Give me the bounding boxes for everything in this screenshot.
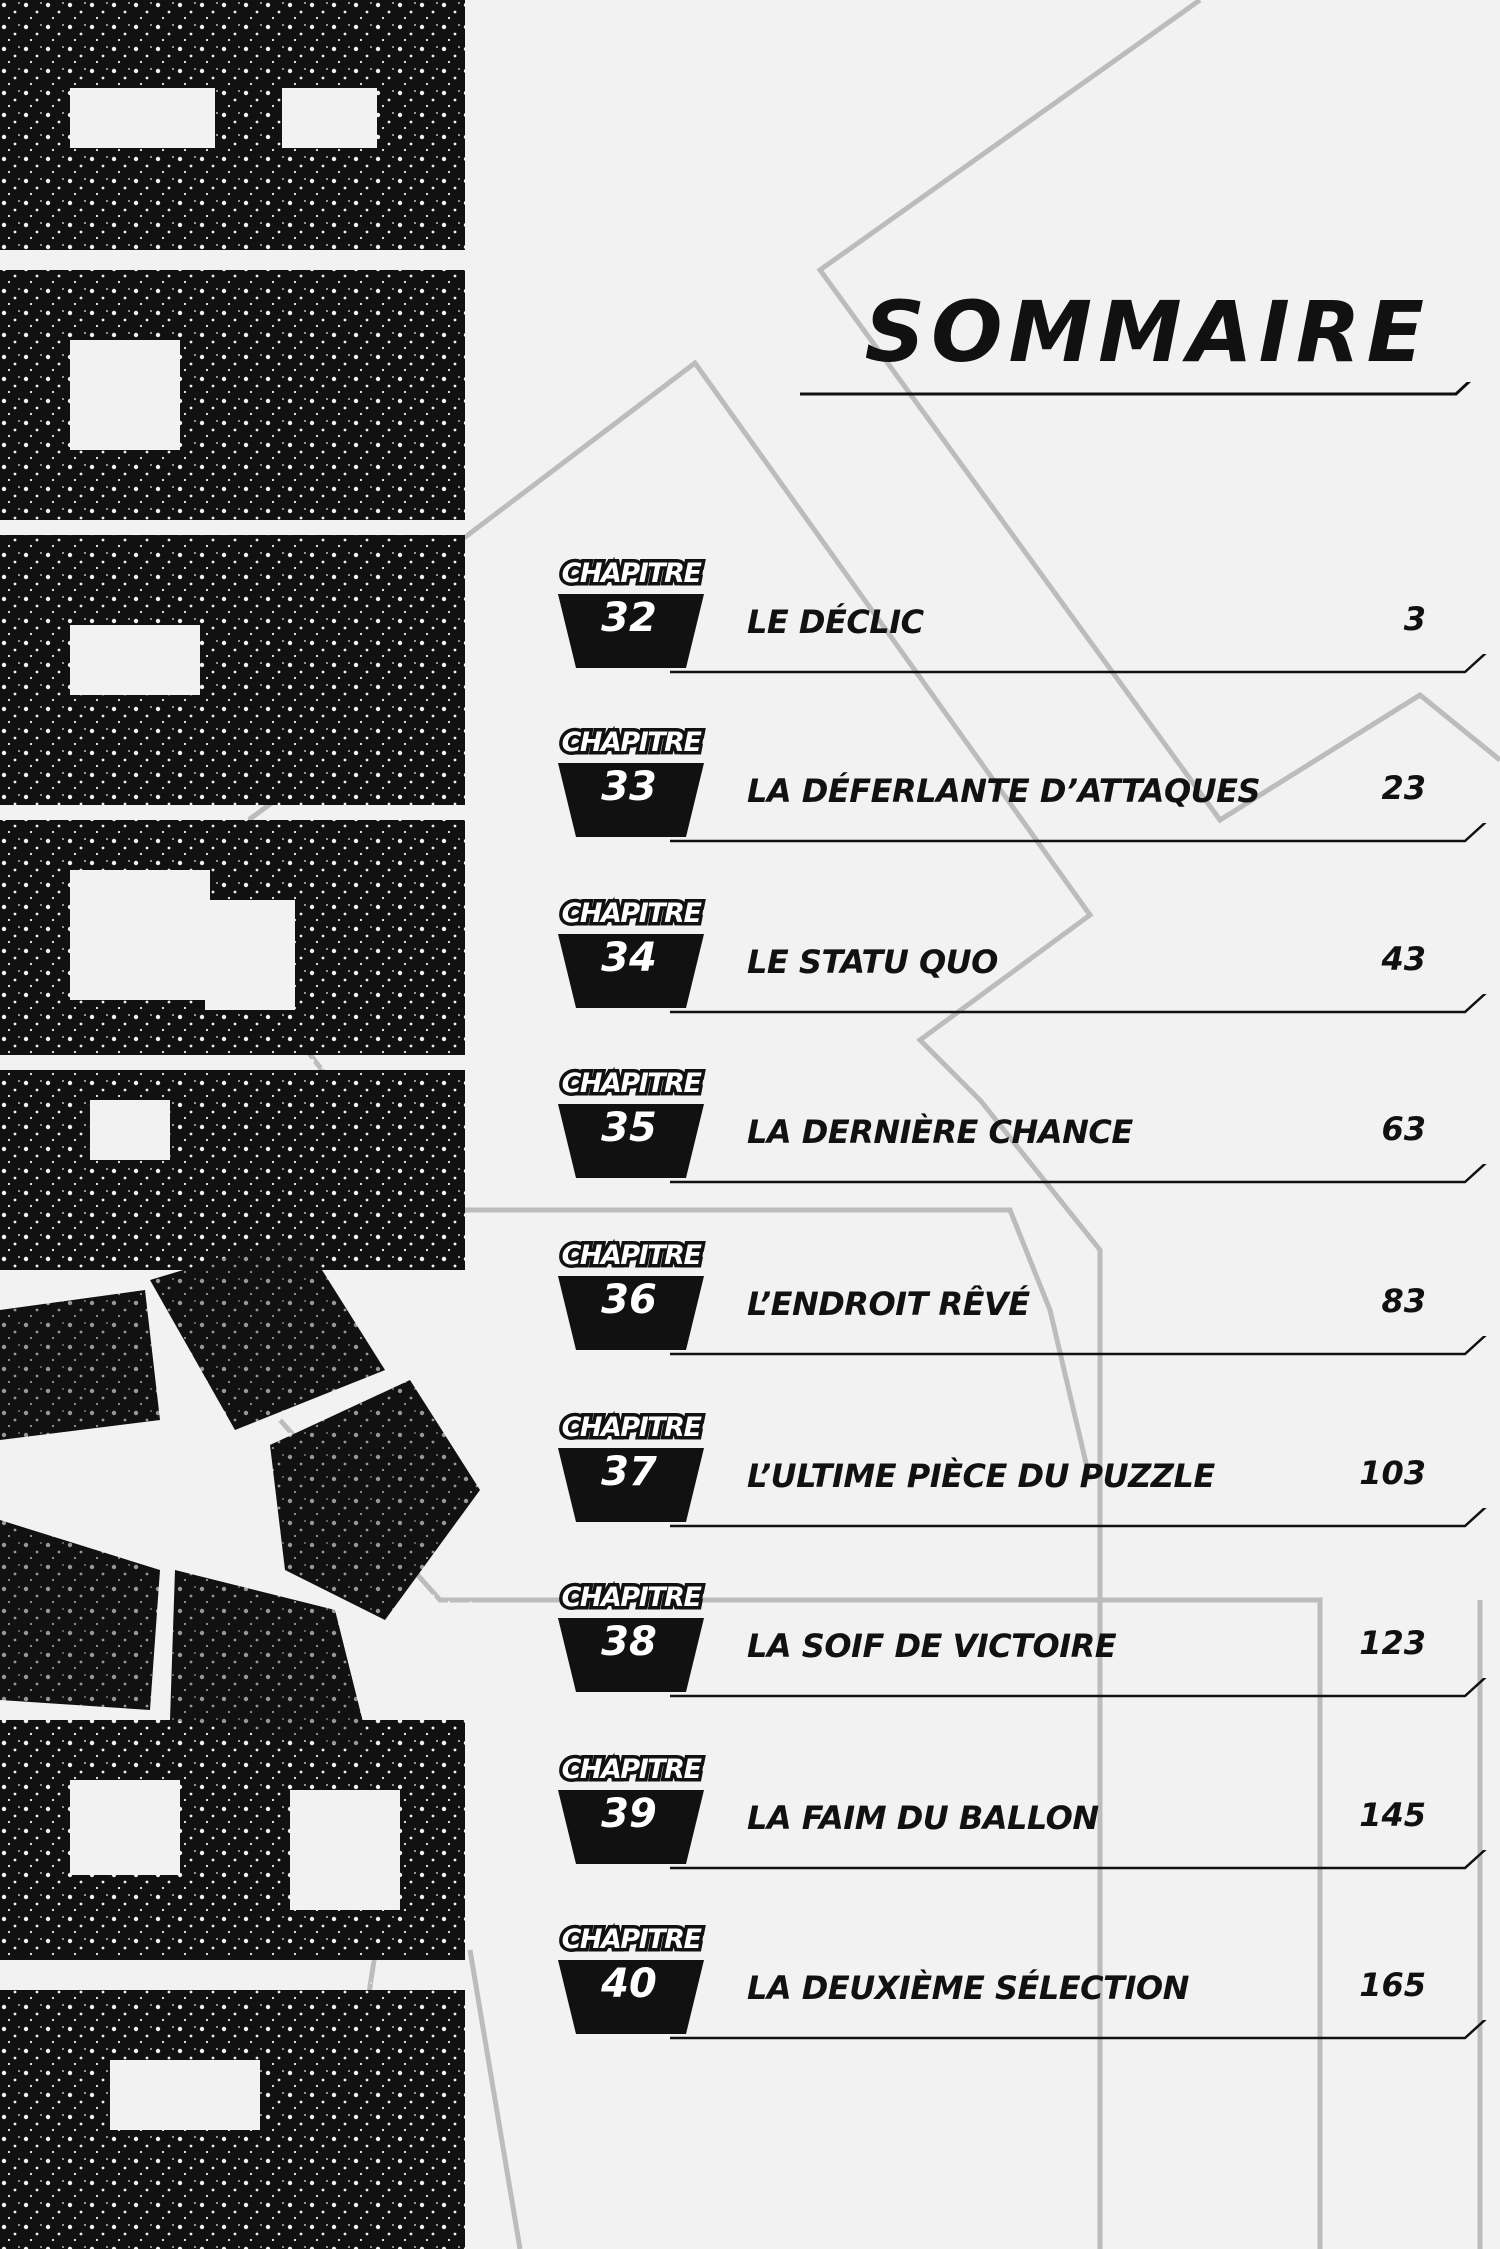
entry-rule — [670, 1508, 1500, 1528]
chapter-title: LA DÉFERLANTE D’ATTAQUES — [747, 772, 1261, 810]
entry-rule — [670, 994, 1500, 1014]
chapter-number: 35 — [601, 1105, 657, 1151]
grunge-strip — [0, 0, 465, 2249]
chapter-title: LE STATU QUO — [747, 943, 998, 981]
entry-rule — [670, 1336, 1500, 1356]
toc-entry-40[interactable] — [540, 1924, 1500, 2064]
chapter-page-number: 165 — [1359, 1966, 1426, 2004]
chapter-page-number: 123 — [1359, 1624, 1426, 1662]
chapter-number: 37 — [601, 1449, 657, 1495]
chapter-title: LE DÉCLIC — [747, 603, 924, 641]
entry-rule — [670, 1164, 1500, 1184]
chapter-page-number: 145 — [1359, 1796, 1426, 1834]
chapter-number: 39 — [601, 1791, 657, 1837]
chapter-page-number: 63 — [1381, 1110, 1426, 1148]
chapter-page-number: 103 — [1359, 1454, 1426, 1492]
toc-entry-39[interactable] — [540, 1754, 1500, 1894]
entry-rule — [670, 1850, 1500, 1870]
page-title: SOMMAIRE — [864, 283, 1430, 381]
chapter-number: 38 — [601, 1619, 657, 1665]
chapter-number: 33 — [601, 764, 657, 810]
pentagon-ball-emblem — [0, 1230, 480, 1750]
chapter-badge-label: CHAPITRE — [561, 1068, 701, 1099]
entry-rule — [670, 823, 1500, 843]
toc-entry-33[interactable] — [540, 727, 1500, 867]
chapter-badge-label: CHAPITRE — [561, 1582, 701, 1613]
chapter-title: L’ENDROIT RÊVÉ — [747, 1285, 1030, 1323]
chapter-badge-label: CHAPITRE — [561, 1924, 701, 1955]
entry-rule — [670, 1678, 1500, 1698]
chapter-page-number: 43 — [1381, 940, 1426, 978]
chapter-badge-label: CHAPITRE — [561, 727, 701, 758]
chapter-number: 40 — [601, 1961, 657, 2007]
chapter-title: L’ULTIME PIÈCE DU PUZZLE — [747, 1457, 1215, 1495]
title-underline — [800, 382, 1490, 396]
toc-entry-38[interactable] — [540, 1582, 1500, 1722]
chapter-page-number: 83 — [1381, 1282, 1426, 1320]
chapter-title: LA FAIM DU BALLON — [747, 1799, 1099, 1837]
chapter-badge-label: CHAPITRE — [561, 1412, 701, 1443]
title-block — [800, 283, 1490, 390]
chapter-number: 34 — [601, 935, 657, 981]
chapter-badge-label: CHAPITRE — [561, 1240, 701, 1271]
toc-entry-35[interactable] — [540, 1068, 1500, 1208]
chapter-number: 36 — [601, 1277, 657, 1323]
toc-entry-36[interactable] — [540, 1240, 1500, 1380]
chapter-badge-label: CHAPITRE — [561, 1754, 701, 1785]
chapter-title: LA SOIF DE VICTOIRE — [747, 1627, 1117, 1665]
chapter-badge-label: CHAPITRE — [561, 898, 701, 929]
chapter-page-number: 3 — [1403, 600, 1426, 638]
chapter-title: LA DERNIÈRE CHANCE — [747, 1113, 1133, 1151]
chapter-badge-label: CHAPITRE — [561, 558, 701, 589]
chapter-page-number: 23 — [1381, 769, 1426, 807]
chapter-title: LA DEUXIÈME SÉLECTION — [747, 1969, 1189, 2007]
entry-rule — [670, 654, 1500, 674]
toc-entry-37[interactable] — [540, 1412, 1500, 1552]
toc-entry-34[interactable] — [540, 898, 1500, 1038]
entry-rule — [670, 2020, 1500, 2040]
chapter-number: 32 — [601, 595, 657, 641]
toc-entry-32[interactable] — [540, 558, 1500, 698]
